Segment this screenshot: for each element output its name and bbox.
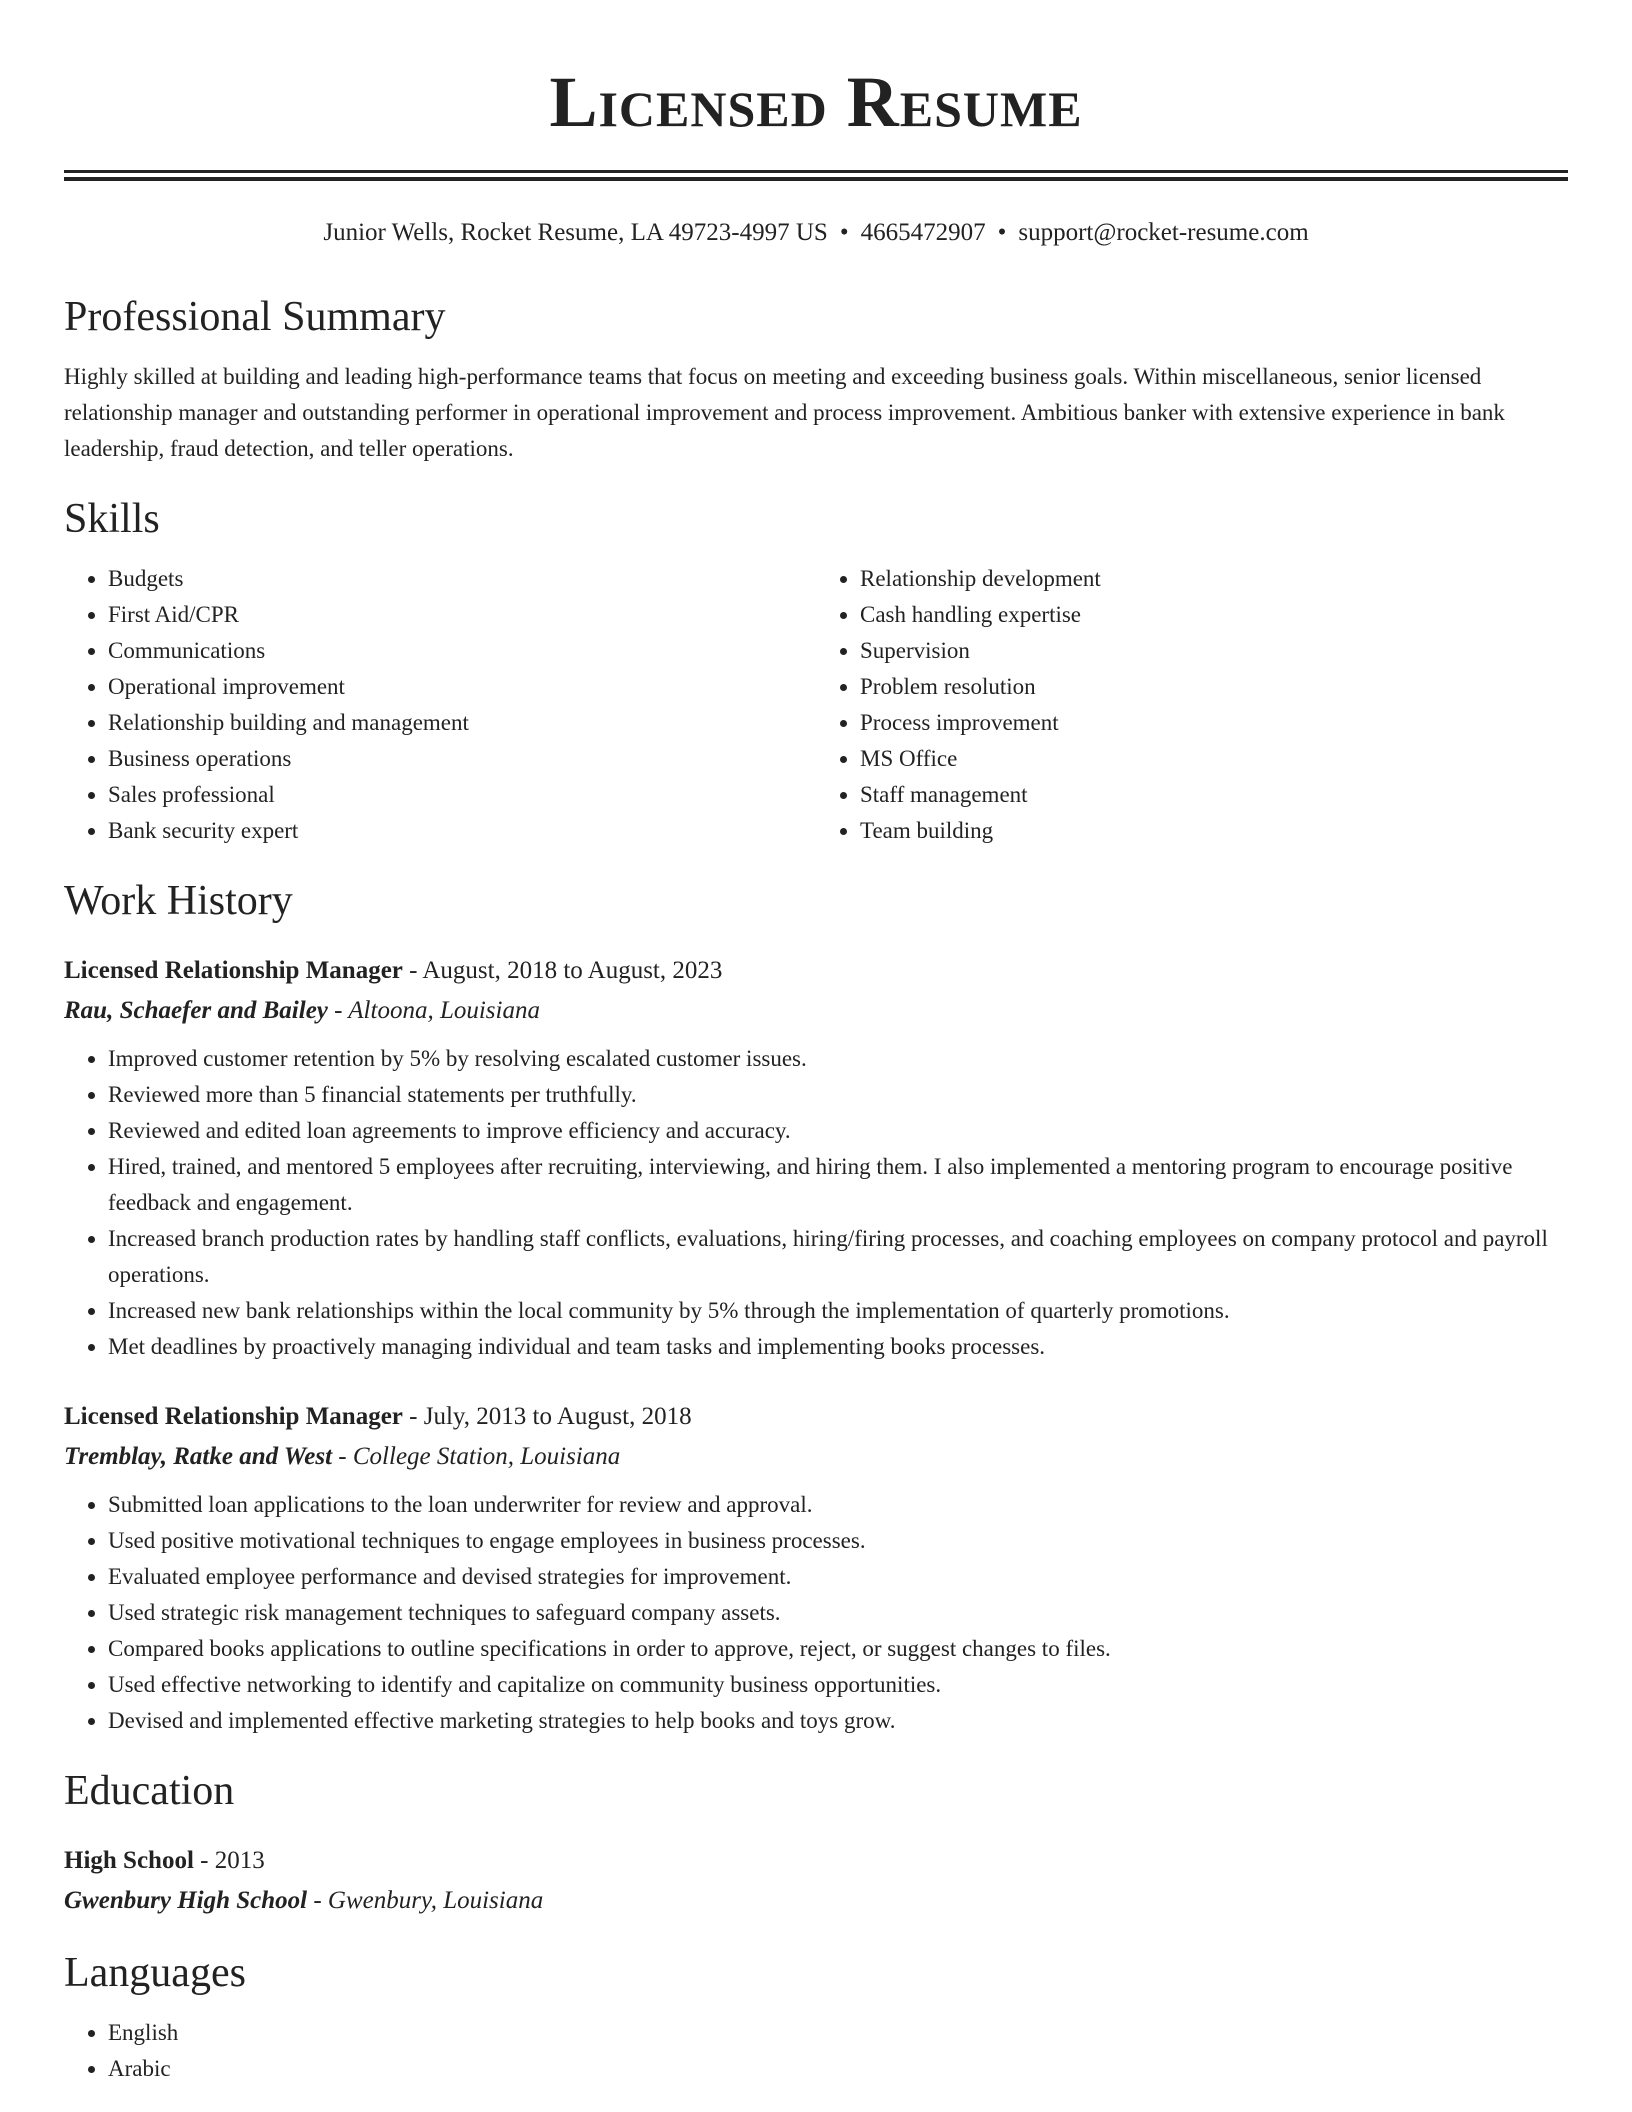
skill-item: • Operational improvement	[108, 669, 816, 705]
skills-list-right	[816, 561, 1568, 849]
job-bullet: • Used positive motivational techniques to engage employees in business processes.	[108, 1523, 1568, 1559]
languages-heading: Languages	[64, 1950, 246, 1996]
contact-email: support@rocket-resume.com	[1018, 219, 1309, 246]
job-title-line	[64, 1397, 1568, 1437]
education-year: - 2013	[193, 1847, 265, 1874]
skill-item: • Business operations	[108, 741, 816, 777]
skills-heading: Skills	[64, 496, 160, 542]
skill-item: • First Aid/CPR	[108, 597, 816, 633]
skill-item: • Process improvement	[860, 705, 1568, 741]
skill-item: • Supervision	[860, 633, 1568, 669]
skill-item: • Budgets	[108, 561, 816, 597]
language-item: • English	[108, 2015, 1568, 2051]
skill-item: • Relationship building and management	[108, 705, 816, 741]
job-company: Tremblay, Ratke and West	[64, 1443, 333, 1470]
contact-line	[64, 217, 1568, 249]
job-bullets	[64, 1041, 1568, 1365]
job-company-line	[64, 991, 1568, 1031]
skill-item: • Bank security expert	[108, 813, 816, 849]
resume-title: Licensed Resume	[549, 62, 1083, 142]
job-title: Licensed Relationship Manager	[64, 1403, 403, 1430]
job-location: - Altoona, Louisiana	[327, 997, 540, 1024]
job-company: Rau, Schaefer and Bailey	[64, 997, 328, 1024]
job-bullet: • Increased new bank relationships within the local community by 5% through the implementation of quarterly promotions.	[108, 1293, 1568, 1329]
contact-address: Junior Wells, Rocket Resume, LA 49723-4997 US	[323, 219, 828, 246]
job-bullet: • Reviewed and edited loan agreements to improve efficiency and accuracy.	[108, 1113, 1568, 1149]
education-school: Gwenbury High School	[64, 1887, 308, 1914]
job-bullet: • Met deadlines by proactively managing individual and team tasks and implementing books processes.	[108, 1329, 1568, 1365]
title-double-rule	[64, 170, 1568, 181]
skill-item: • Problem resolution	[860, 669, 1568, 705]
skill-item: • Relationship development	[860, 561, 1568, 597]
job-title: Licensed Relationship Manager	[64, 957, 403, 984]
education-degree: High School	[64, 1847, 194, 1874]
skill-item: • Team building	[860, 813, 1568, 849]
job-dates: - August, 2018 to August, 2023	[402, 957, 723, 984]
job-location: - College Station, Louisiana	[332, 1443, 621, 1470]
skill-item: • Sales professional	[108, 777, 816, 813]
job-bullet: • Improved customer retention by 5% by resolving escalated customer issues.	[108, 1041, 1568, 1077]
job-bullets	[64, 1487, 1568, 1739]
job-bullet: • Compared books applications to outline specifications in order to approve, reject, or suggest changes to files.	[108, 1631, 1568, 1667]
job-bullet: • Reviewed more than 5 financial statements per truthfully.	[108, 1077, 1568, 1113]
job-bullet: • Hired, trained, and mentored 5 employees after recruiting, interviewing, and hiring them. I also implemented a mentoring program to encourage positive feedback and engagement.	[108, 1149, 1568, 1221]
education-location: - Gwenbury, Louisiana	[307, 1887, 544, 1914]
job-bullet: • Used strategic risk management techniques to safeguard company assets.	[108, 1595, 1568, 1631]
job-bullet: • Devised and implemented effective marketing strategies to help books and toys grow.	[108, 1703, 1568, 1739]
skill-item: • Communications	[108, 633, 816, 669]
education-school-line	[64, 1881, 1568, 1921]
job-bullet: • Used effective networking to identify and capitalize on community business opportunities.	[108, 1667, 1568, 1703]
job-bullet: • Submitted loan applications to the loan underwriter for review and approval.	[108, 1487, 1568, 1523]
summary-heading: Professional Summary	[64, 294, 446, 340]
skill-item: • Cash handling expertise	[860, 597, 1568, 633]
job-dates: - July, 2013 to August, 2018	[402, 1403, 692, 1430]
contact-phone: 4665472907	[860, 219, 986, 246]
education-heading: Education	[64, 1768, 235, 1814]
language-item: • Arabic	[108, 2051, 1568, 2087]
work-history-heading: Work History	[64, 878, 293, 924]
contact-separator: •	[997, 219, 1007, 246]
contact-separator: •	[839, 219, 849, 246]
job-company-line	[64, 1437, 1568, 1477]
summary-text: Highly skilled at building and leading high-performance teams that focus on meeting and exceeding business goals. Within miscellaneous, senior licensed relationship manager and outstanding performer in operational improvement and process improvement. Ambitious banker with extensive experience in bank leadership, fraud detection, and teller operations.	[64, 364, 1505, 461]
job-title-line	[64, 951, 1568, 991]
job-entry	[64, 951, 1568, 1365]
skills-columns	[64, 561, 1568, 849]
education-degree-line	[64, 1841, 1568, 1881]
job-bullet: • Evaluated employee performance and devised strategies for improvement.	[108, 1559, 1568, 1595]
job-bullet: • Increased branch production rates by handling staff conflicts, evaluations, hiring/firing processes, and coaching employees on company protocol and payroll operations.	[108, 1221, 1568, 1293]
skill-item: • Staff management	[860, 777, 1568, 813]
skill-item: • MS Office	[860, 741, 1568, 777]
languages-list	[64, 2015, 1568, 2087]
job-entry	[64, 1397, 1568, 1739]
skills-list-left	[64, 561, 816, 849]
education-entry	[64, 1841, 1568, 1921]
